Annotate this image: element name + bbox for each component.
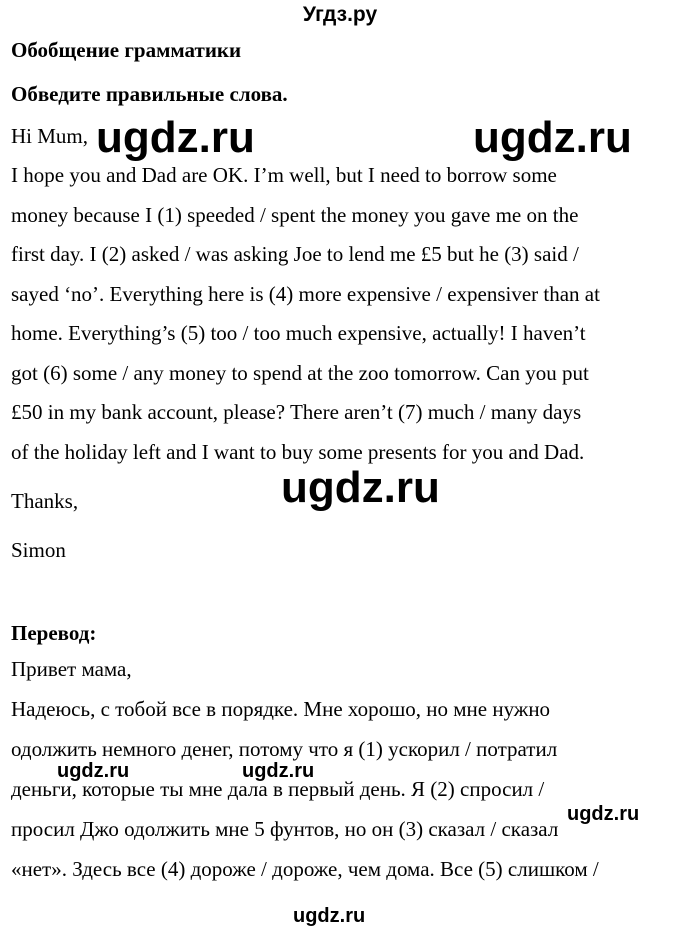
translation-line: Привет мама, bbox=[11, 657, 132, 681]
letter-signature: Simon bbox=[11, 538, 66, 562]
letter-line: got (6) some / any money to spend at the zoo tomorrow. Can you put bbox=[11, 361, 589, 385]
translation-heading: Перевод: bbox=[11, 621, 97, 645]
translation-line: одолжить немного денег, потому что я (1) ускорил / потратил bbox=[11, 737, 558, 761]
letter-line: home. Everything’s (5) too / too much expensive, actually! I haven’t bbox=[11, 321, 586, 345]
letter-line: £50 in my bank account, please? There aren’t (7) much / many days bbox=[11, 400, 582, 424]
letter-line: first day. I (2) asked / was asking Joe to lend me £5 but he (3) said / bbox=[11, 242, 579, 266]
letter-line: sayed ‘no’. Everything here is (4) more expensive / expensiver than at bbox=[11, 282, 600, 306]
translation-line: просил Джо одолжить мне 5 фунтов, но он (3) сказал / сказал bbox=[11, 817, 559, 841]
watermark: ugdz.ru bbox=[281, 463, 440, 512]
watermark: ugdz.ru bbox=[567, 803, 640, 825]
section-title: Обобщение грамматики bbox=[11, 38, 242, 62]
watermark: ugdz.ru bbox=[293, 905, 366, 927]
watermark: ugdz.ru bbox=[57, 760, 130, 782]
letter-line: I hope you and Dad are OK. I’m well, but I need to borrow some bbox=[11, 163, 557, 187]
letter-line: Hi Mum, bbox=[11, 124, 89, 148]
watermark: ugdz.ru bbox=[96, 113, 255, 162]
translation-line: деньги, которые ты мне дала в первый день. Я (2) спросил / bbox=[11, 777, 545, 801]
translation-line: Надеюсь, с тобой все в порядке. Мне хорошо, но мне нужно bbox=[11, 697, 551, 721]
task-instruction: Обведите правильные слова. bbox=[11, 82, 288, 106]
letter-line: money because I (1) speeded / spent the money you gave me on the bbox=[11, 203, 579, 227]
watermark: ugdz.ru bbox=[473, 113, 632, 162]
letter-closing: Thanks, bbox=[11, 489, 79, 513]
letter-line: of the holiday left and I want to buy some presents for you and Dad. bbox=[11, 440, 585, 464]
translation-line: «нет». Здесь все (4) дороже / дороже, чем дома. Все (5) слишком / bbox=[11, 857, 599, 881]
watermark: ugdz.ru bbox=[242, 760, 315, 782]
site-title: Угдз.ру bbox=[302, 3, 378, 26]
